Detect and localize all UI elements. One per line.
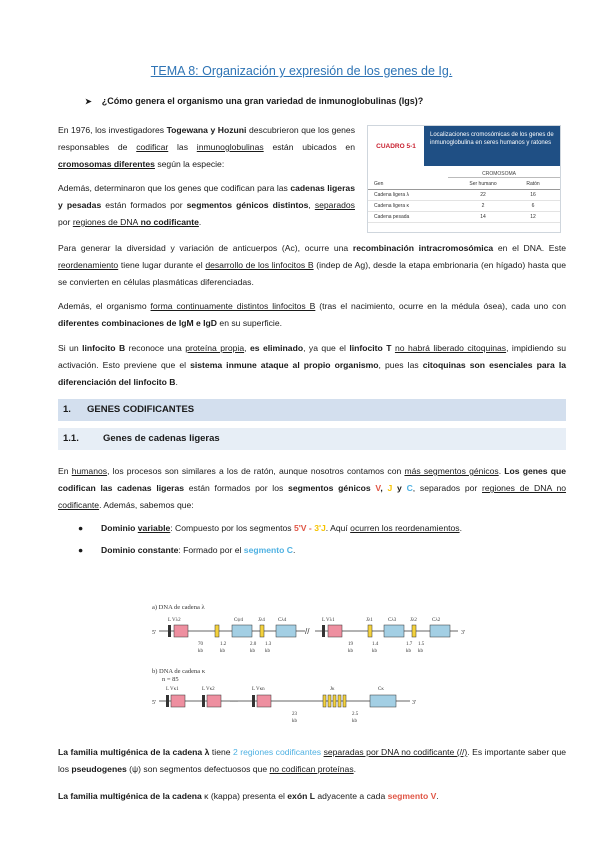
distance-label: 1.2 xyxy=(220,642,227,647)
paragraph-discovery xyxy=(58,122,355,173)
bold-span: Dominio xyxy=(101,523,138,533)
leader-exon xyxy=(252,695,255,707)
text-span: adyacente a cada xyxy=(314,791,388,801)
list-item xyxy=(78,523,462,533)
list-item xyxy=(78,545,462,555)
paragraph-recombination xyxy=(58,240,566,291)
text-span: Además, determinaron que los genes que codifican para las xyxy=(58,183,291,193)
five-prime-label: 5' xyxy=(152,700,157,706)
three-prime-label: 3' xyxy=(412,700,417,706)
bold-span: La familia multigénica de la cadena xyxy=(58,747,203,757)
table-code: CUADRO 5-1 xyxy=(368,126,424,166)
paragraph-kappa-family xyxy=(58,788,566,805)
j-segment xyxy=(412,625,416,637)
text-span: , pues las xyxy=(378,360,423,370)
text-span: reconoce una xyxy=(125,343,186,353)
v-segment xyxy=(257,695,271,707)
underline-span: inmunoglobulinas xyxy=(196,142,264,152)
j-segment xyxy=(343,695,346,707)
text-span: . Aquí xyxy=(325,523,351,533)
text-span: las xyxy=(168,142,197,152)
j-segment xyxy=(328,695,331,707)
column-header: Ratón xyxy=(526,181,540,187)
text-span: . xyxy=(292,545,296,555)
table-row xyxy=(368,190,560,201)
segment-label: Cκ xyxy=(378,687,384,692)
bold-span: Dominio constante xyxy=(101,545,179,555)
j-segment xyxy=(323,695,326,707)
text-span: , xyxy=(244,343,250,353)
paragraph-lymphocytes xyxy=(58,298,566,332)
text-span: . Es importante saber que los xyxy=(58,747,567,774)
segment-label: L Vκ1 xyxy=(166,687,179,692)
j-segment xyxy=(215,625,219,637)
underline-span: reordenamiento xyxy=(58,260,119,270)
table-cell: 2 xyxy=(481,203,485,209)
segment-label: Cλ2 xyxy=(432,618,441,623)
bold-span: Togewana y Hozuni xyxy=(166,125,247,135)
heading-label: GENES CODIFICANTES xyxy=(87,404,195,415)
j-segment xyxy=(338,695,341,707)
underline-span: forma continuamente distintos linfocitos B xyxy=(150,301,316,311)
bold-span: sistema inmune ataque al propio organismo xyxy=(190,360,379,370)
underline-span: regiones de DNA no codificante xyxy=(58,483,567,510)
distance-label: 2.5 xyxy=(352,712,359,717)
segment-v-label: segmento V xyxy=(387,791,437,801)
paragraph-segments xyxy=(58,180,355,231)
segment-label: L Vκn xyxy=(252,687,265,692)
svg-text:····: ···· xyxy=(230,699,238,705)
c-segment xyxy=(384,625,404,637)
five-prime-label: 5' xyxy=(152,630,157,636)
c-segment xyxy=(430,625,450,637)
distance-unit: kb xyxy=(198,649,203,654)
bold-span: citoquinas son esenciales para la diferenciación del linfocito B xyxy=(58,360,567,387)
underline-span: proteína propia xyxy=(185,343,245,353)
text-span: Además, el organismo xyxy=(58,301,151,311)
text-span: . xyxy=(459,523,462,533)
distance-label: 1.4 xyxy=(372,642,379,647)
bold-span: Los genes que codifican las cadenas ligeras xyxy=(58,466,567,493)
segment-label: Jκ xyxy=(330,687,335,692)
leader-exon xyxy=(166,695,169,707)
bold-span: segmentos génicos xyxy=(288,483,376,493)
lambda-gene-line xyxy=(152,618,465,654)
segment-j-label: 3'J xyxy=(314,523,326,533)
chromosome-table-figure xyxy=(367,125,561,233)
text-span: , xyxy=(308,200,315,210)
table-title: Localizaciones cromosómicas de los genes de inmunoglobulina en seres humanos y ratones xyxy=(424,126,560,166)
table-cell: Cadena ligera λ xyxy=(374,192,410,198)
bullet-dot-icon: ● xyxy=(78,523,84,533)
text-span: tiene lugar durante el xyxy=(118,260,206,270)
underline-span: separados xyxy=(314,200,355,210)
v-segment xyxy=(171,695,185,707)
table-header xyxy=(368,126,560,166)
segment-label: L Vλ1 xyxy=(322,618,335,623)
c-segment xyxy=(276,625,296,637)
segment-label: Jλ2 xyxy=(410,618,417,623)
segment-v-label: 5'V xyxy=(293,523,307,533)
underline-span: codificar xyxy=(136,142,169,152)
underline-span: más segmentos génicos xyxy=(404,466,499,476)
text-span: κ (kappa) presenta el xyxy=(201,791,288,801)
text-span: , separados por xyxy=(412,483,482,493)
table-group-header: CROMOSOMA xyxy=(448,171,560,178)
underline-span: humanos xyxy=(71,466,108,476)
text-span: están formados por los xyxy=(184,483,289,493)
distance-unit: kb xyxy=(352,719,357,724)
paragraph-light-chains xyxy=(58,463,566,514)
bold-span: recombinación intracromosómica xyxy=(352,243,494,253)
distance-label: 23 xyxy=(292,712,297,717)
question-text: ¿Cómo genera el organismo una gran variedad de inmunoglobulinas (Igs)? xyxy=(101,96,424,106)
text-span: según la especie: xyxy=(154,159,225,169)
bold-underline-span: variable xyxy=(137,523,171,533)
segment-label: Cψ4 xyxy=(234,618,243,623)
segment-c-label: C xyxy=(406,483,413,493)
text-span: . xyxy=(498,466,505,476)
underline-span: no habrá liberado citoquinas xyxy=(394,343,507,353)
text-span: . xyxy=(198,217,202,227)
text-span: descubrieron que los genes responsables de xyxy=(58,125,355,152)
v-segment xyxy=(207,695,221,707)
domain-bullet-list xyxy=(78,523,462,555)
section-heading-1 xyxy=(58,399,566,421)
column-header: Ser humano xyxy=(469,181,497,187)
text-span: , los procesos son similares a los de ratón, aunque nosotros contamos con xyxy=(107,466,405,476)
three-prime-label: 3' xyxy=(461,630,466,636)
leader-exon xyxy=(322,625,325,637)
distance-unit: kb xyxy=(406,649,411,654)
kappa-gene-line xyxy=(152,687,416,724)
bullet-dot-icon: ● xyxy=(78,545,84,555)
paragraph-lambda-family xyxy=(58,744,566,778)
bold-span: linfocito T xyxy=(349,343,392,353)
distance-unit: kb xyxy=(220,649,225,654)
text-span: en el DNA. Este xyxy=(493,243,566,253)
paragraph-self-tolerance xyxy=(58,340,566,391)
text-span: , impidiendo su activación. Esto previene que el xyxy=(58,343,567,370)
bold-span: linfocito B xyxy=(82,343,126,353)
segment-c-label: segmento C xyxy=(243,545,293,555)
underline-span: desarrollo de los linfocitos B xyxy=(205,260,314,270)
bold-span: λ xyxy=(202,747,212,757)
underline-span: regiones de DNA xyxy=(72,217,139,227)
distance-label: 1.3 xyxy=(265,642,272,647)
text-span: : Compuesto por los segmentos xyxy=(170,523,294,533)
j-segment xyxy=(260,625,264,637)
diagram-n-label: n = 85 xyxy=(162,676,179,683)
table-row xyxy=(368,201,560,212)
section-heading-1-1 xyxy=(58,428,566,450)
segment-label: L Vλ2 xyxy=(168,618,181,623)
text-span: (tras el nacimiento, ocurre en la médula ósea), cada uno con xyxy=(315,301,566,311)
text-span: Si un xyxy=(58,343,83,353)
light-chain-dna-diagram xyxy=(150,601,480,731)
v-segment xyxy=(174,625,188,637)
distance-unit: kb xyxy=(250,649,255,654)
diagram-label-kappa: b) DNA de cadena κ xyxy=(152,668,206,675)
table-column-headers xyxy=(368,178,560,190)
bold-span: pseudogenes xyxy=(71,764,127,774)
diagram-label-lambda: a) DNA de cadena λ xyxy=(152,604,205,611)
segment-j-label: J xyxy=(387,483,393,493)
text-span: En xyxy=(58,466,72,476)
distance-unit: kb xyxy=(372,649,377,654)
text-span: tiene xyxy=(211,747,233,757)
j-segment xyxy=(333,695,336,707)
distance-label: 1.7 xyxy=(406,642,413,647)
table-row xyxy=(368,212,560,223)
distance-label: 70 xyxy=(198,642,203,647)
table-cell: Cadena pesada xyxy=(374,214,410,220)
bold-span: es eliminado xyxy=(249,343,304,353)
table-cell: 14 xyxy=(480,214,486,220)
bold-underline-span: cromosomas diferentes xyxy=(58,159,155,169)
distance-label: 2.0 xyxy=(250,642,257,647)
c-segment xyxy=(232,625,252,637)
segment-label: L Vκ2 xyxy=(202,687,215,692)
underline-span: ocurren los reordenamientos xyxy=(350,523,460,533)
bold-span: La familia multigénica de la cadena xyxy=(58,791,202,801)
text-span: . Además, sabemos que: xyxy=(99,500,194,510)
bold-span: diferentes combinaciones de IgM e IgD xyxy=(58,318,218,328)
leader-exon xyxy=(202,695,205,707)
underline-span: no codifican proteínas xyxy=(269,764,354,774)
text-span: En 1976, los investigadores xyxy=(58,125,167,135)
text-span: están formados por xyxy=(101,200,187,210)
bold-span: y xyxy=(392,483,407,493)
arrow-bullet-icon: ➤ xyxy=(85,97,92,106)
bold-span: segmentos génicos distintos xyxy=(186,200,309,210)
leader-exon xyxy=(168,625,171,637)
segment-label: Jλ1 xyxy=(366,618,373,623)
distance-unit: kb xyxy=(292,719,297,724)
text-span: por xyxy=(58,217,73,227)
text-span: . xyxy=(175,377,178,387)
underline-span: separadas por DNA no codificante (//) xyxy=(323,747,468,757)
segment-label: Jλ4 xyxy=(258,618,265,623)
heading-number: 1.1. xyxy=(63,433,79,444)
table-cell: 6 xyxy=(531,203,535,209)
table-cell: 22 xyxy=(480,192,486,198)
bold-span: exón L xyxy=(287,791,315,801)
distance-unit: kb xyxy=(418,649,423,654)
question-bullet xyxy=(85,96,423,106)
heading-number: 1. xyxy=(63,404,71,415)
text-span: : Formado por el xyxy=(178,545,244,555)
column-header: Gen xyxy=(374,181,384,187)
text-span: . xyxy=(436,791,439,801)
bold-underline-span: no codificante xyxy=(138,217,199,227)
table-cell: 12 xyxy=(530,214,536,220)
c-segment xyxy=(370,695,396,707)
text-span: Para generar la diversidad y variación de anticuerpos (Ac), ocurre una xyxy=(58,243,353,253)
text-span: en su superficie. xyxy=(217,318,282,328)
segment-label: Cλ3 xyxy=(388,618,397,623)
v-segment xyxy=(328,625,342,637)
segment-v-label: V xyxy=(375,483,381,493)
highlight-span: 2 regiones codificantes xyxy=(233,747,322,757)
text-span: (indep de Ag), desde la etapa embrionaria (en hígado) hasta que se convierten en células plasmáticas diferenciadas. xyxy=(58,260,566,287)
distance-label: 19 xyxy=(348,642,353,647)
table-cell: 16 xyxy=(530,192,536,198)
table-cell: Cadena ligera κ xyxy=(374,203,410,209)
bold-span: - xyxy=(306,523,315,533)
segment-label: Cλ4 xyxy=(278,618,287,623)
page-title: TEMA 8: Organización y expresión de los genes de Ig. xyxy=(150,64,453,78)
distance-unit: kb xyxy=(265,649,270,654)
text-span: , ya que el xyxy=(303,343,350,353)
heading-label: Genes de cadenas ligeras xyxy=(103,433,220,444)
distance-label: 1.5 xyxy=(418,642,425,647)
text-span: están ubicados en xyxy=(263,142,355,152)
distance-unit: kb xyxy=(348,649,353,654)
text-span: . xyxy=(353,764,357,774)
j-segment xyxy=(368,625,372,637)
bold-span: cadenas ligeras y pesadas xyxy=(58,183,355,210)
bold-span: , xyxy=(380,483,388,493)
text-span: (ψ) son segmentos defectuosos que xyxy=(126,764,270,774)
svg-text://: // xyxy=(305,627,310,636)
